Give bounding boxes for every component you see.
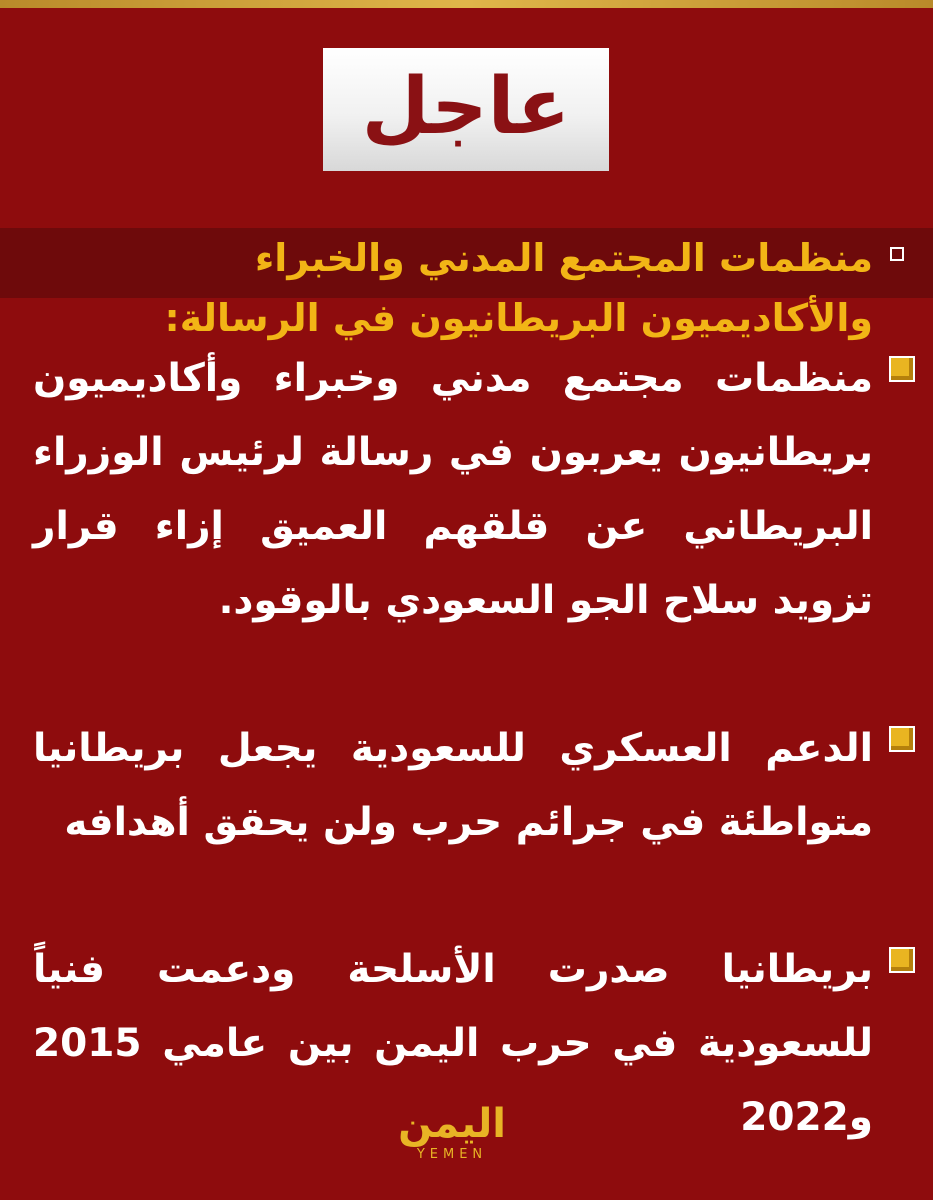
breaking-badge-label: عاجل — [361, 61, 571, 152]
bullet-item-3: بريطانيا صدرت الأسلحة ودعمت فنياً للسعودية في حرب اليمن بين عامي 2015 و2022 — [33, 947, 873, 1140]
headline: منظمات المجتمع المدني والخبراء والأكاديميون البريطانيون في الرسالة: — [164, 236, 873, 340]
yemen-logo — [392, 1102, 512, 1172]
gold-square-bullet-icon — [889, 726, 915, 752]
gold-square-bullet-icon — [889, 356, 915, 382]
bullet-item-2: الدعم العسكري للسعودية يجعل بريطانيا متواطئة في جرائم حرب ولن يحقق أهدافه — [33, 726, 873, 845]
hollow-square-icon — [890, 247, 904, 261]
breaking-badge — [323, 48, 609, 171]
top-gold-strip — [0, 0, 933, 8]
logo-arabic: اليمن — [398, 1101, 506, 1147]
bullet-item-1: منظمات مجتمع مدني وخبراء وأكاديميون بريطانيون يعربون في رسالة لرئيس الوزراء البريطاني عن قلقهم العميق إزاء قرار تزويد سلاح الجو السعودي بالوقود. — [33, 356, 873, 623]
logo-english: YEMEN — [416, 1147, 488, 1162]
gold-square-bullet-icon — [889, 947, 915, 973]
